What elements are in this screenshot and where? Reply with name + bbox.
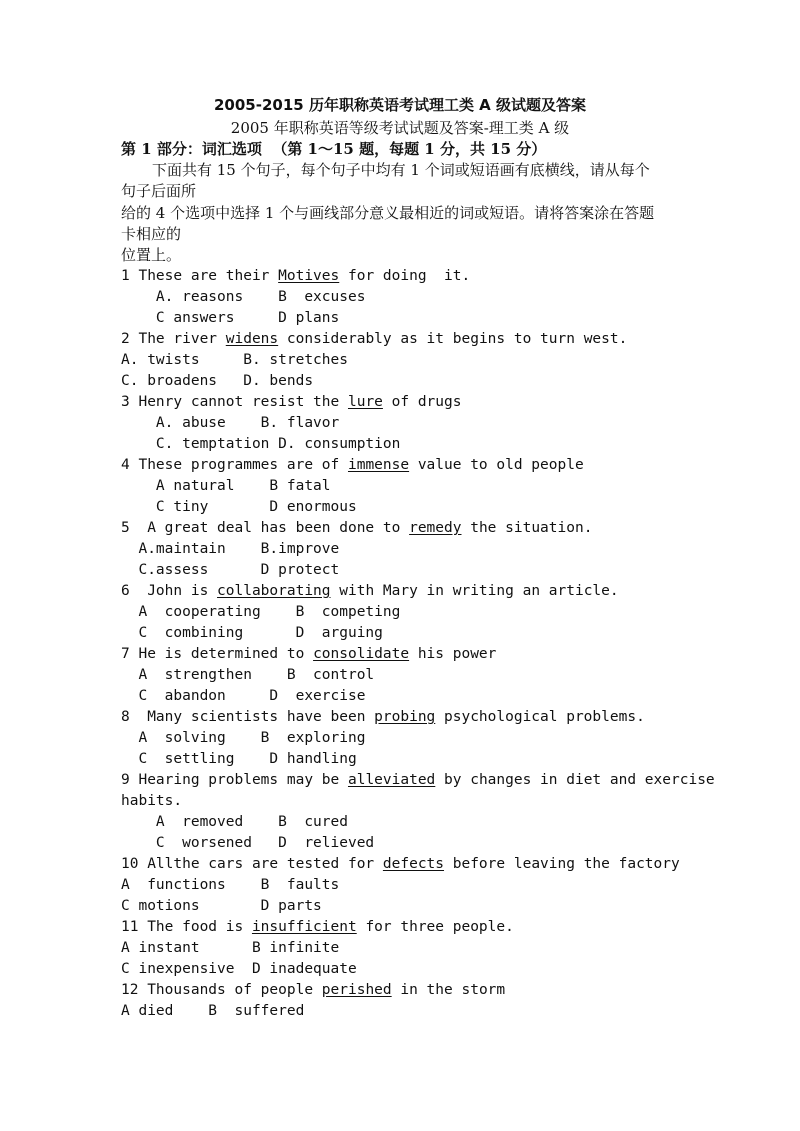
- question-3: 3 Henry cannot resist the lure of drugs: [121, 394, 462, 410]
- question-2-options-cd: C. broadens D. bends: [121, 373, 314, 389]
- question-9-continuation: habits.: [121, 793, 183, 809]
- question-10: 10 Allthe cars are tested for defects before leaving the factory: [121, 856, 680, 872]
- instruction-line: 下面共有 15 个句子，每个句子中均有 1 个词或短语画有底横线，请从每个: [152, 161, 650, 179]
- section-heading: 第 1 部分：词汇选项 （第 1～15 题，每题 1 分，共 15 分）: [121, 140, 547, 158]
- question-9-options-cd: C worsened D relieved: [121, 835, 375, 851]
- question-4-options-ab: A natural B fatal: [121, 478, 331, 494]
- question-8: 8 Many scientists have been probing psychological problems.: [121, 709, 645, 725]
- underlined-word: defects: [382, 856, 445, 872]
- question-11-options-ab: A instant B infinite: [121, 940, 340, 956]
- question-8-options-cd: C settling D handling: [121, 751, 357, 767]
- underlined-word: immense: [347, 457, 410, 473]
- question-9-options-ab: A removed B cured: [121, 814, 348, 830]
- question-10-options-cd: C motions D parts: [121, 898, 322, 914]
- question-6: 6 John is collaborating with Mary in writing an article.: [121, 583, 619, 599]
- question-4: 4 These programmes are of immense value to old people: [121, 457, 584, 473]
- question-4-options-cd: C tiny D enormous: [121, 499, 357, 515]
- question-1-options-ab: A. reasons B excuses: [121, 289, 366, 305]
- underlined-word: probing: [374, 709, 436, 725]
- question-9: 9 Hearing problems may be alleviated by changes in diet and exercise: [121, 772, 715, 788]
- question-7-options-ab: A strengthen B control: [121, 667, 375, 683]
- question-3-options-ab: A. abuse B. flavor: [121, 415, 340, 431]
- underlined-word: remedy: [409, 520, 462, 536]
- underlined-word: insufficient: [251, 919, 357, 935]
- question-11-options-cd: C inexpensive D inadequate: [121, 961, 357, 977]
- question-12: 12 Thousands of people perished in the storm: [121, 982, 506, 998]
- instruction-line: 卡相应的: [121, 225, 182, 243]
- question-3-options-cd: C. temptation D. consumption: [121, 436, 401, 452]
- underlined-word: Motives: [278, 268, 340, 284]
- underlined-word: alleviated: [347, 772, 436, 788]
- question-5: 5 A great deal has been done to remedy the situation.: [121, 520, 593, 536]
- instruction-line: 位置上。: [121, 246, 182, 264]
- question-12-options-ab: A died B suffered: [121, 1003, 305, 1019]
- question-2-options-ab: A. twists B. stretches: [121, 352, 348, 368]
- question-7: 7 He is determined to consolidate his power: [121, 646, 497, 662]
- question-8-options-ab: A solving B exploring: [121, 730, 366, 746]
- underlined-word: perished: [321, 982, 392, 998]
- question-1-options-cd: C answers D plans: [121, 310, 340, 326]
- question-10-options-ab: A functions B faults: [121, 877, 340, 893]
- document-title: 2005-2015 历年职称英语考试理工类 A 级试题及答案: [214, 96, 586, 114]
- question-5-options-ab: A.maintain B.improve: [121, 541, 340, 557]
- question-6-options-cd: C combining D arguing: [121, 625, 383, 641]
- question-5-options-cd: C.assess D protect: [121, 562, 340, 578]
- instruction-line: 给的 4 个选项中选择 1 个与画线部分意义最相近的词或短语。请将答案涂在答题: [121, 204, 655, 222]
- instruction-line: 句子后面所: [121, 182, 197, 200]
- underlined-word: widens: [225, 331, 279, 347]
- question-2: 2 The river widens considerably as it begins to turn west.: [121, 331, 628, 347]
- question-11: 11 The food is insufficient for three people.: [121, 919, 514, 935]
- underlined-word: collaborating: [217, 583, 331, 599]
- question-6-options-ab: A cooperating B competing: [121, 604, 401, 620]
- underlined-word: consolidate: [313, 646, 410, 662]
- question-1: 1 These are their Motives for doing it.: [121, 268, 471, 284]
- underlined-word: lure: [347, 394, 383, 410]
- document-subtitle: 2005 年职称英语等级考试试题及答案-理工类 A 级: [230, 119, 570, 137]
- question-7-options-cd: C abandon D exercise: [121, 688, 366, 704]
